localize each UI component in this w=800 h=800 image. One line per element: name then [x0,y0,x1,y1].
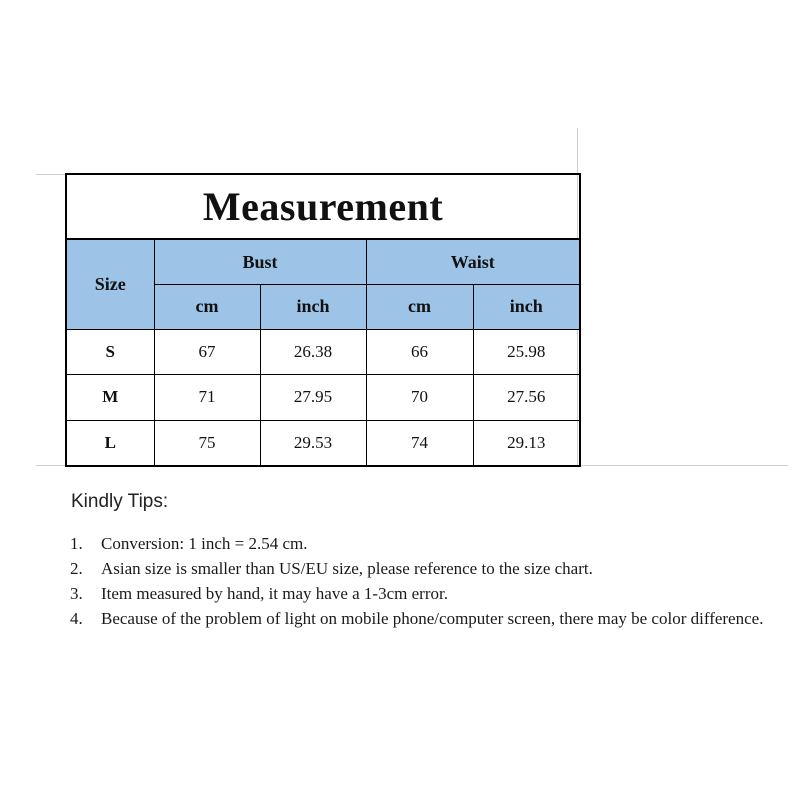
waist-cm-cell: 66 [366,330,473,375]
list-item-text: Conversion: 1 inch = 2.54 cm. [101,534,308,553]
list-item-text: Asian size is smaller than US/EU size, please reference to the size chart. [101,559,593,578]
size-cell: M [66,375,154,420]
list-item-number: 4. [70,609,83,628]
table-row [66,330,580,375]
size-cell: S [66,330,154,375]
bust-cm-cell: 75 [154,420,260,466]
list-item-text: Because of the problem of light on mobile phone/computer screen, there may be color difference. [101,609,764,628]
waist-cm-cell: 74 [366,420,473,466]
waist-cm-header: cm [366,284,473,329]
size-chart-table [65,173,581,467]
list-item-text: Item measured by hand, it may have a 1-3cm error. [101,584,448,603]
list-item-number: 2. [70,559,83,578]
size-column-header: Size [66,239,154,329]
table-row [66,375,580,420]
list-item-number: 3. [70,584,83,603]
title-row [66,174,580,239]
list-item-number: 1. [70,534,83,553]
list-item [70,556,772,581]
waist-inch-cell: 27.56 [473,375,580,420]
table-row [66,420,580,466]
bust-inch-cell: 29.53 [260,420,366,466]
bust-inch-cell: 26.38 [260,330,366,375]
table-title: Measurement [66,174,580,239]
tips-title: Kindly Tips: [71,491,169,512]
bust-inch-cell: 27.95 [260,375,366,420]
list-item [70,581,772,606]
waist-header: Waist [366,239,580,284]
waist-cm-cell: 70 [366,375,473,420]
bust-cm-cell: 71 [154,375,260,420]
bust-cm-header: cm [154,284,260,329]
header-group-row [66,239,580,284]
size-cell: L [66,420,154,466]
list-item [70,606,772,631]
bust-cm-cell: 67 [154,330,260,375]
waist-inch-cell: 29.13 [473,420,580,466]
tips-list [70,531,772,631]
waist-inch-header: inch [473,284,580,329]
list-item [70,531,772,556]
waist-inch-cell: 25.98 [473,330,580,375]
bust-header: Bust [154,239,366,284]
guide-line-top [36,174,66,175]
bust-inch-header: inch [260,284,366,329]
